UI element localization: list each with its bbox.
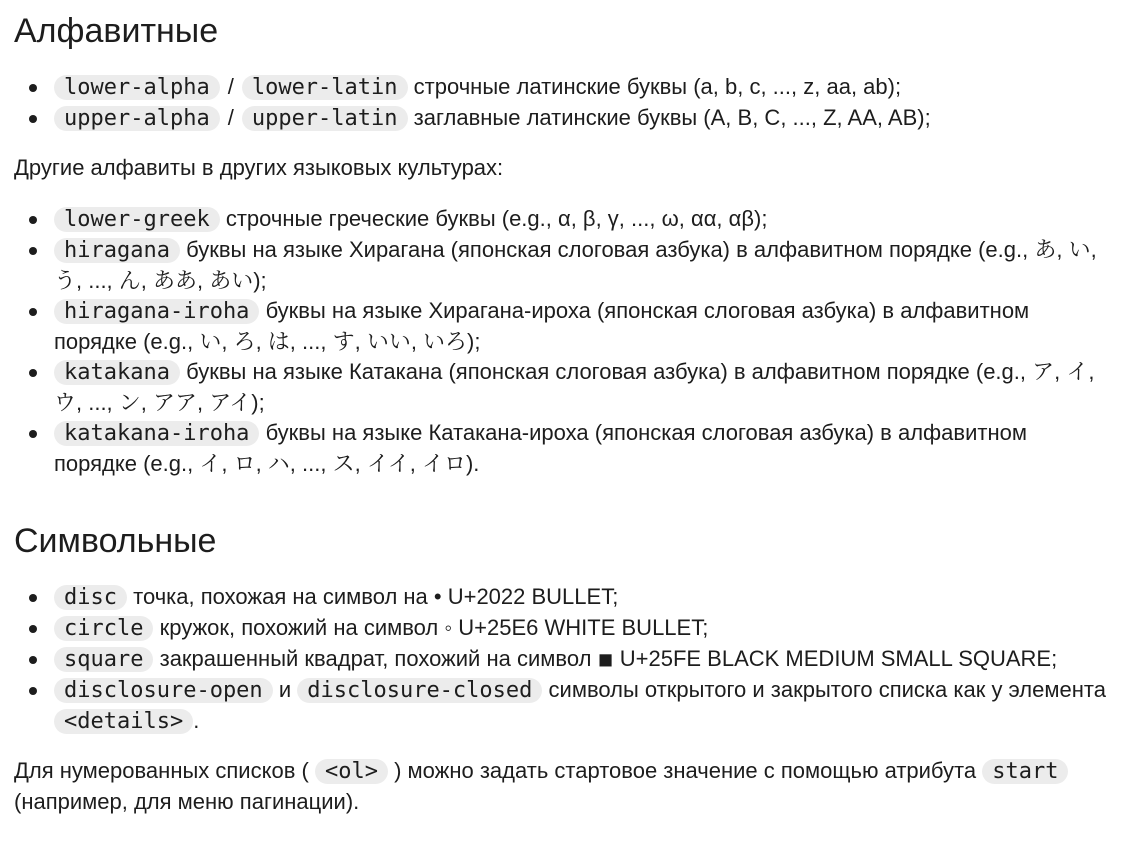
note-text-part2: ) можно задать стартовое значение с помощью атрибута <box>394 758 977 783</box>
code-disc: disc <box>54 585 127 610</box>
list-item-text: точка, похожая на символ на • U+2022 BULLET; <box>133 584 619 609</box>
list-item-text: строчные латинские буквы (a, b, c, ..., z, aa, ab); <box>413 74 902 99</box>
list-item-katakana-iroha <box>54 418 1110 479</box>
code-details-tag: <details> <box>54 709 193 734</box>
list-item-text: кружок, похожий на символ ◦ U+25E6 WHITE BULLET; <box>159 615 709 640</box>
end-punctuation: . <box>193 708 200 733</box>
list-item-text: заглавные латинские буквы (A, B, C, ..., Z, AA, AB); <box>413 105 931 130</box>
slash-separator: / <box>227 105 234 130</box>
symbolic-list <box>14 582 1110 737</box>
code-upper-latin: upper-latin <box>242 106 408 131</box>
code-lower-alpha: lower-alpha <box>54 75 220 100</box>
list-item-text: буквы на языке Хирагана (японская слоговая азбука) в алфавитном порядке (e.g., あ, い, う, ..., ん, ああ, あい); <box>54 237 1097 293</box>
list-item-circle <box>54 613 1110 644</box>
code-disclosure-closed: disclosure-closed <box>297 678 542 703</box>
list-item-hiragana <box>54 235 1110 296</box>
code-lower-greek: lower-greek <box>54 207 220 232</box>
alphabetic-list <box>14 72 1110 134</box>
list-item-lower-alpha <box>54 72 1110 103</box>
note-text-part3: (например, для меню пагинации). <box>14 789 360 814</box>
list-item-disclosure <box>54 675 1110 737</box>
list-item-square <box>54 644 1110 675</box>
code-circle: circle <box>54 616 153 641</box>
other-alphabets-intro: Другие алфавиты в других языковых культурах: <box>14 155 504 180</box>
list-item-text: буквы на языке Хирагана-ироха (японская слоговая азбука) в алфавитном порядке (e.g., い, ろ, は, ..., す, いい, いろ); <box>54 298 1030 354</box>
list-item-text: строчные греческие буквы (e.g., α, β, γ, ..., ω, αα, αβ); <box>225 206 768 231</box>
heading-alphabetic: Алфавитные <box>14 12 219 50</box>
heading-symbolic: Символьные <box>14 522 217 560</box>
conjunction-text: и <box>278 677 292 702</box>
code-start-attribute: start <box>982 759 1068 784</box>
code-hiragana: hiragana <box>54 238 180 263</box>
code-lower-latin: lower-latin <box>242 75 408 100</box>
code-square: square <box>54 647 153 672</box>
code-upper-alpha: upper-alpha <box>54 106 220 131</box>
list-item-text: буквы на языке Катакана (японская слоговая азбука) в алфавитном порядке (e.g., ア, イ, ウ, ..., ン, アア, アイ); <box>54 359 1095 415</box>
slash-separator: / <box>227 74 234 99</box>
code-katakana-iroha: katakana-iroha <box>54 421 259 446</box>
list-item-lower-greek <box>54 204 1110 235</box>
code-katakana: katakana <box>54 360 180 385</box>
list-item-text: закрашенный квадрат, похожий на символ ◾ U+25FE BLACK MEDIUM SMALL SQUARE; <box>159 646 1058 671</box>
list-item-katakana <box>54 357 1110 418</box>
ordered-list-note <box>14 756 1110 817</box>
other-alphabets-list <box>14 204 1110 479</box>
code-disclosure-open: disclosure-open <box>54 678 273 703</box>
list-item-disc <box>54 582 1110 613</box>
list-item-hiragana-iroha <box>54 296 1110 357</box>
note-text-part1: Для нумерованных списков ( <box>14 758 309 783</box>
list-item-text: буквы на языке Катакана-ироха (японская слоговая азбука) в алфавитном порядке (e.g., イ, ロ, ハ, ..., ス, イイ, イロ). <box>54 420 1027 476</box>
list-item-upper-alpha <box>54 103 1110 134</box>
list-item-text: символы открытого и закрытого списка как у элемента <box>548 677 1106 702</box>
code-hiragana-iroha: hiragana-iroha <box>54 299 259 324</box>
code-ol-tag: <ol> <box>315 759 388 784</box>
